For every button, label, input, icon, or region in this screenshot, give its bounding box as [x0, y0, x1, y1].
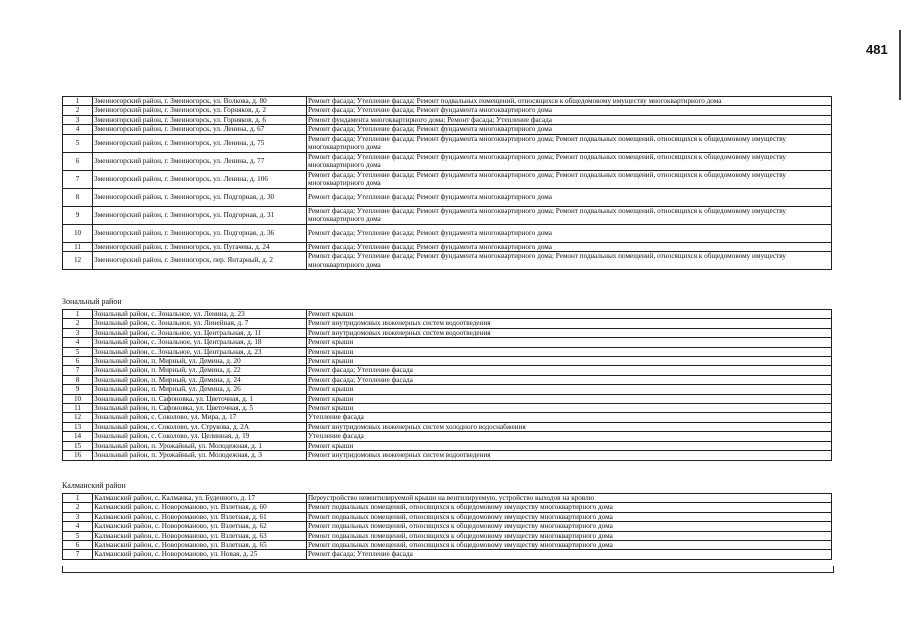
zmeinogorsk-table: [62, 96, 832, 270]
table-row: [63, 503, 832, 512]
work-type-cell: Ремонт подвальных помещений, относящихся к общедомовому имуществу многоквартирного дома: [306, 512, 831, 521]
kalmansky-table: [62, 493, 832, 560]
table-row: [63, 310, 832, 319]
work-type-cell: Ремонт фасада; Утепление фасада: [306, 550, 831, 559]
work-type-cell: Ремонт фасада; Утепление фасада; Ремонт фундамента многоквартирного дома; Ремонт подвальных помещений, относящихся к общедомовому имуществу многоквартирного дома: [306, 152, 831, 170]
address-cell: Калманский район, с. Новоромановo, ул. Взлетная, д. 65: [93, 541, 307, 550]
page-number: 481: [866, 42, 888, 57]
table-row: [63, 541, 832, 550]
row-number-cell: 2: [63, 319, 93, 328]
work-type-cell: Ремонт фасада; Утепление фасада: [306, 375, 831, 384]
work-type-cell: Ремонт фундамента многоквартирного дома; Ремонт фасада; Утепление фасада: [306, 115, 831, 124]
row-number-cell: 7: [63, 170, 93, 188]
work-type-cell: Переустройство невентилируемой крыши на вентилируемую, устройство выходов на кровлю: [306, 494, 831, 503]
row-number-cell: 14: [63, 432, 93, 441]
table-row: [63, 404, 832, 413]
work-type-cell: Ремонт фасада; Утепление фасада; Ремонт фундамента многоквартирного дома; Ремонт подвальных помещений, относящихся к общедомовому имуществу многоквартирного дома: [306, 206, 831, 224]
work-type-cell: Ремонт подвальных помещений, относящихся к общедомовому имуществу многоквартирного дома: [306, 531, 831, 540]
address-cell: Калманский район, с. Новоромановo, ул. Взлетная, д. 63: [93, 531, 307, 540]
work-type-cell: Ремонт крыши: [306, 310, 831, 319]
address-cell: Змеиногорский район, г. Змеиногорск, ул. Ленина, д. 106: [93, 170, 307, 188]
row-number-cell: 7: [63, 550, 93, 559]
table-row: [63, 224, 832, 242]
row-number-cell: 8: [63, 375, 93, 384]
table-row: [63, 413, 832, 422]
row-number-cell: 3: [63, 512, 93, 521]
section-title-zonalny: Зональный район: [62, 297, 122, 306]
address-cell: Зональный район, п. Мирный, ул. Демина, д. 22: [93, 366, 307, 375]
table-row: [63, 152, 832, 170]
work-type-cell: Ремонт фасада; Утепление фасада; Ремонт фундамента многоквартирного дома; Ремонт подвальных помещений, относящихся к общедомовому имуществу многоквартирного дома: [306, 252, 831, 270]
row-number-cell: 4: [63, 338, 93, 347]
table-row: [63, 494, 832, 503]
table-row: [63, 170, 832, 188]
work-type-cell: Ремонт фасада; Утепление фасада; Ремонт фундамента многоквартирного дома: [306, 106, 831, 115]
table-row: [63, 97, 832, 106]
row-number-cell: 16: [63, 451, 93, 460]
row-number-cell: 6: [63, 541, 93, 550]
work-type-cell: Ремонт фасада; Утепление фасада; Ремонт фундамента многоквартирного дома: [306, 125, 831, 134]
row-number-cell: 2: [63, 503, 93, 512]
row-number-cell: 1: [63, 494, 93, 503]
work-type-cell: Утепление фасада: [306, 413, 831, 422]
address-cell: Зональный район, с. Соколово, ул. Мира, д. 17: [93, 413, 307, 422]
work-type-cell: Ремонт крыши: [306, 404, 831, 413]
work-type-cell: Ремонт подвальных помещений, относящихся к общедомовому имуществу многоквартирного дома: [306, 541, 831, 550]
address-cell: Калманский район, с. Новоромановo, ул. Взлетная, д. 60: [93, 503, 307, 512]
address-cell: Змеиногорский район, г. Змеиногорск, ул. Ленина, д. 75: [93, 134, 307, 152]
row-number-cell: 12: [63, 252, 93, 270]
address-cell: Змеиногорский район, г. Змеиногорск, пер. Янтарный, д. 2: [93, 252, 307, 270]
work-type-cell: Ремонт фасада; Утепление фасада: [306, 366, 831, 375]
work-type-cell: Ремонт внутридомовых инженерных систем водоотведения: [306, 328, 831, 337]
work-type-cell: Ремонт крыши: [306, 394, 831, 403]
work-type-cell: Ремонт крыши: [306, 385, 831, 394]
table-row: [63, 115, 832, 124]
row-number-cell: 6: [63, 152, 93, 170]
address-cell: Змеиногорский район, г. Змеиногорск, ул. Ленина, д. 67: [93, 125, 307, 134]
address-cell: Зональный район, с. Зональное, ул. Центральная, д. 11: [93, 328, 307, 337]
work-type-cell: Ремонт внутридомовых инженерных систем водоотведения: [306, 451, 831, 460]
row-number-cell: 10: [63, 224, 93, 242]
table-row: [63, 451, 832, 460]
address-cell: Змеиногорский район, г. Змеиногорск, ул. Горняков, д. 2: [93, 106, 307, 115]
table-tail: [62, 566, 834, 573]
table-row: [63, 385, 832, 394]
row-number-cell: 4: [63, 522, 93, 531]
table-row: [63, 125, 832, 134]
work-type-cell: Ремонт подвальных помещений, относящихся к общедомовому имуществу многоквартирного дома: [306, 503, 831, 512]
address-cell: Калманский район, с. Калманка, ул. Буденного, д. 17: [93, 494, 307, 503]
address-cell: Зональный район, п. Сафоновка, ул. Цветочная, д. 1: [93, 394, 307, 403]
row-number-cell: 3: [63, 328, 93, 337]
row-number-cell: 6: [63, 357, 93, 366]
address-cell: Зональный район, с. Зональное, ул. Центральная, д. 23: [93, 347, 307, 356]
work-type-cell: Ремонт фасада; Утепление фасада; Ремонт фундамента многоквартирного дома: [306, 242, 831, 251]
address-cell: Зональный район, с. Соколово, ул. Струкова, д. 2А: [93, 422, 307, 431]
table-row: [63, 394, 832, 403]
table-row: [63, 328, 832, 337]
row-number-cell: 12: [63, 413, 93, 422]
row-number-cell: 2: [63, 106, 93, 115]
work-type-cell: Ремонт крыши: [306, 441, 831, 450]
table-row: [63, 347, 832, 356]
address-cell: Зональный район, п. Мирный, ул. Демина, д. 24: [93, 375, 307, 384]
table-row: [63, 422, 832, 431]
table-row: [63, 375, 832, 384]
page-edge: [899, 30, 901, 100]
address-cell: Зональный район, с. Зональное, ул. Ленина, д. 23: [93, 310, 307, 319]
row-number-cell: 8: [63, 188, 93, 206]
work-type-cell: Ремонт крыши: [306, 347, 831, 356]
table-row: [63, 522, 832, 531]
address-cell: Змеиногорский район, г. Змеиногорск, ул. Подгорная, д. 30: [93, 188, 307, 206]
address-cell: Зональный район, п. Урожайный, ул. Молодежная, д. 1: [93, 441, 307, 450]
work-type-cell: Утепление фасада: [306, 432, 831, 441]
address-cell: Змеиногорский район, г. Змеиногорск, ул. Пугачева, д. 24: [93, 242, 307, 251]
row-number-cell: 5: [63, 347, 93, 356]
work-type-cell: Ремонт фасада; Утепление фасада; Ремонт подвальных помещений, относящихся к общедомовому имуществу многоквартирного дома: [306, 97, 831, 106]
row-number-cell: 13: [63, 422, 93, 431]
table-row: [63, 252, 832, 270]
row-number-cell: 11: [63, 404, 93, 413]
address-cell: Калманский район, с. Новоромановo, ул. Взлетная, д. 61: [93, 512, 307, 521]
row-number-cell: 9: [63, 206, 93, 224]
address-cell: Змеиногорский район, г. Змеиногорск, ул. Подгорная, д. 36: [93, 224, 307, 242]
row-number-cell: 11: [63, 242, 93, 251]
address-cell: Зональный район, с. Зональное, ул. Центральная, д. 18: [93, 338, 307, 347]
address-cell: Зональный район, п. Мирный, ул. Демина, д. 26: [93, 385, 307, 394]
section-title-kalmansky: Калманский район: [62, 481, 126, 490]
table-row: [63, 366, 832, 375]
row-number-cell: 9: [63, 385, 93, 394]
address-cell: Зональный район, с. Зональное, ул. Линейная, д. 7: [93, 319, 307, 328]
address-cell: Калманский район, с. Новоромановo, ул. Новая, д. 25: [93, 550, 307, 559]
row-number-cell: 5: [63, 531, 93, 540]
work-type-cell: Ремонт фасада; Утепление фасада; Ремонт фундамента многоквартирного дома: [306, 224, 831, 242]
table-row: [63, 531, 832, 540]
row-number-cell: 1: [63, 310, 93, 319]
row-number-cell: 1: [63, 97, 93, 106]
table-body: [63, 494, 832, 560]
row-number-cell: 10: [63, 394, 93, 403]
work-type-cell: Ремонт внутридомовых инженерных систем водоотведения: [306, 319, 831, 328]
address-cell: Зональный район, с. Соколово, ул. Целинная, д. 19: [93, 432, 307, 441]
table-body: [63, 310, 832, 461]
table-body: [63, 97, 832, 270]
table-row: [63, 550, 832, 559]
work-type-cell: Ремонт фасада; Утепление фасада; Ремонт фундамента многоквартирного дома; Ремонт подвальных помещений, относящихся к общедомовому имуществу многоквартирного дома: [306, 170, 831, 188]
row-number-cell: 4: [63, 125, 93, 134]
table-row: [63, 432, 832, 441]
work-type-cell: Ремонт крыши: [306, 357, 831, 366]
work-type-cell: Ремонт фасада; Утепление фасада; Ремонт фундамента многоквартирного дома: [306, 188, 831, 206]
table-row: [63, 206, 832, 224]
table-row: [63, 441, 832, 450]
work-type-cell: Ремонт внутридомовых инженерных систем холодного водоснабжения: [306, 422, 831, 431]
address-cell: Змеиногорский район, г. Змеиногорск, ул. Подгорная, д. 31: [93, 206, 307, 224]
address-cell: Зональный район, п. Урожайный, ул. Молодежная, д. 3: [93, 451, 307, 460]
address-cell: Калманский район, с. Новоромановo, ул. Взлетная, д. 62: [93, 522, 307, 531]
row-number-cell: 5: [63, 134, 93, 152]
address-cell: Зональный район, п. Сафоновка, ул. Цветочная, д. 5: [93, 404, 307, 413]
address-cell: Зональный район, п. Мирный, ул. Демина, д. 20: [93, 357, 307, 366]
work-type-cell: Ремонт фасада; Утепление фасада; Ремонт фундамента многоквартирного дома; Ремонт подвальных помещений, относящихся к общедомовому имуществу многоквартирного дома: [306, 134, 831, 152]
address-cell: Змеиногорский район, г. Змеиногорск, ул. Волкова, д. 80: [93, 97, 307, 106]
address-cell: Змеиногорский район, г. Змеиногорск, ул. Горняков, д. 6: [93, 115, 307, 124]
table-row: [63, 319, 832, 328]
row-number-cell: 7: [63, 366, 93, 375]
table-row: [63, 134, 832, 152]
table-row: [63, 106, 832, 115]
table-row: [63, 512, 832, 521]
table-row: [63, 338, 832, 347]
table-row: [63, 242, 832, 251]
row-number-cell: 15: [63, 441, 93, 450]
table-row: [63, 357, 832, 366]
row-number-cell: 3: [63, 115, 93, 124]
table-row: [63, 188, 832, 206]
address-cell: Змеиногорский район, г. Змеиногорск, ул. Ленина, д. 77: [93, 152, 307, 170]
work-type-cell: Ремонт крыши: [306, 338, 831, 347]
work-type-cell: Ремонт подвальных помещений, относящихся к общедомовому имуществу многоквартирного дома: [306, 522, 831, 531]
zonalny-table: [62, 309, 832, 461]
